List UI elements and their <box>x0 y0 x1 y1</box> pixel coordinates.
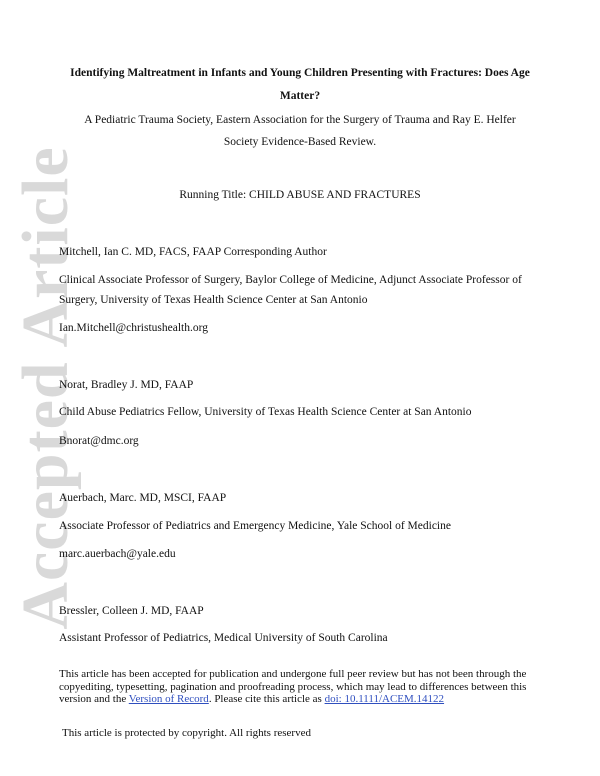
notice-text: This article has been accepted for publication and undergone full peer review but has not been through the copyediting, typesetting, pagination and proofreading process, which may lead to differences between this version and the <box>59 668 527 705</box>
author-email: Bnorat@dmc.org <box>59 435 139 447</box>
author-affiliation: Associate Professor of Pediatrics and Emergency Medicine, Yale School of Medicine <box>59 520 451 532</box>
article-title: Identifying Maltreatment in Infants and Young Children Presenting with Fractures: Does Age Matter? <box>70 67 530 102</box>
running-title: Running Title: CHILD ABUSE AND FRACTURES <box>179 189 421 201</box>
author-name: Auerbach, Marc. MD, MSCI, FAAP <box>59 492 227 504</box>
copyright-notice: This article is protected by copyright. All rights reserved <box>62 727 311 739</box>
doi-link[interactable]: doi: 10.1111/ACEM.14122 <box>324 693 445 705</box>
author-name: Norat, Bradley J. MD, FAAP <box>59 379 194 391</box>
author-email: marc.auerbach@yale.edu <box>59 548 176 560</box>
author-affiliation: Assistant Professor of Pediatrics, Medical University of South Carolina <box>59 632 388 644</box>
version-of-record-link[interactable]: Version of Record <box>128 693 209 705</box>
acceptance-notice <box>59 668 529 706</box>
author-affiliation: Clinical Associate Professor of Surgery, Baylor College of Medicine, Adjunct Associate Professor of Surgery, University of Texas Health Science Center at San Antonio <box>59 274 522 306</box>
author-name: Mitchell, Ian C. MD, FACS, FAAP Corresponding Author <box>59 246 327 258</box>
author-affiliation: Child Abuse Pediatrics Fellow, University of Texas Health Science Center at San Antonio <box>59 406 472 418</box>
notice-text-middle: . Please cite this article as <box>208 693 325 705</box>
author-email: Ian.Mitchell@christushealth.org <box>59 322 208 334</box>
article-subtitle: A Pediatric Trauma Society, Eastern Association for the Surgery of Trauma and Ray E. Helfer Society Evidence-Based Review. <box>84 114 516 148</box>
author-name: Bressler, Colleen J. MD, FAAP <box>59 605 204 617</box>
accepted-article-watermark: Accepted Article <box>9 146 82 630</box>
